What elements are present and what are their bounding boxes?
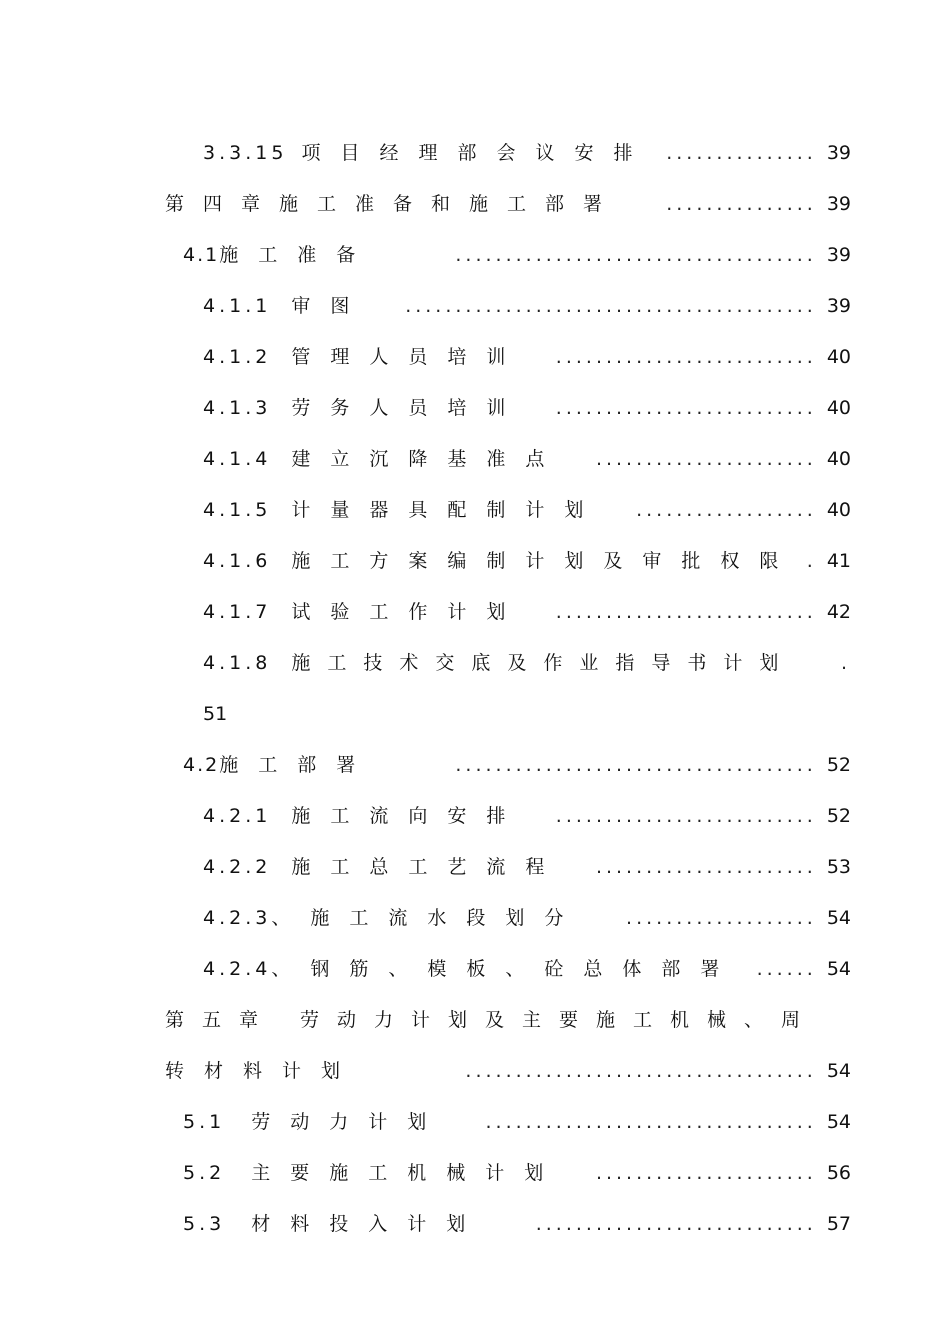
toc-entry-page: 40: [826, 346, 851, 368]
toc-entry-page: 57: [826, 1213, 851, 1235]
toc-entry-leader: ..........................: [555, 805, 817, 827]
toc-entry-title: 施工总工艺流程: [291, 856, 565, 878]
toc-entry-leader: ...................................: [465, 1060, 817, 1082]
toc-entry[interactable]: [203, 597, 851, 627]
toc-entry-page: 56: [826, 1162, 851, 1184]
toc-entry-number: 4.1.6: [203, 550, 272, 572]
toc-entry[interactable]: [203, 903, 851, 933]
toc-entry-page: 39: [826, 193, 851, 215]
toc-entry-title: 施工技术交底及作业指导书计划: [291, 652, 796, 674]
toc-entry-leader: ............................: [535, 1213, 817, 1235]
toc-entry-number: 5.1: [183, 1111, 226, 1133]
toc-entry-number: 4.2.4、: [203, 958, 295, 980]
toc-entry-page: 40: [826, 397, 851, 419]
toc-entry-title: 钢筋、模板、砼总体部署: [310, 958, 740, 980]
toc-entry[interactable]: [203, 342, 851, 372]
toc-entry-leader: .: [840, 652, 851, 674]
toc-entry-number: 4.1.4: [203, 448, 272, 470]
toc-entry-number: 4.1: [183, 244, 220, 266]
toc-entry-title: 劳动力计划: [251, 1111, 447, 1133]
toc-entry-leader: ..........................: [555, 346, 817, 368]
toc-entry-number: 4.1.8: [203, 652, 272, 674]
toc-entry-title: 主要施工机械计划: [251, 1162, 564, 1184]
toc-entry-title: 转材料计划: [165, 1060, 361, 1082]
toc-entry-page: 52: [826, 754, 851, 776]
toc-entry-title: 管理人员培训: [291, 346, 526, 368]
toc-entry-title: 施工方案编制计划及审批权限: [291, 550, 799, 572]
toc-entry[interactable]: [165, 189, 851, 219]
toc-entry-leader: ......................: [595, 1162, 817, 1184]
toc-entry[interactable]: [183, 240, 851, 270]
toc-entry-leader: .................................: [485, 1111, 817, 1133]
toc-entry[interactable]: [165, 1005, 851, 1035]
toc-entry-page: 54: [826, 907, 851, 929]
toc-entry-leader: ......................: [595, 856, 817, 878]
toc-entry[interactable]: [203, 495, 851, 525]
toc-entry[interactable]: [183, 1209, 851, 1239]
toc-entry-number: 4.2.1: [203, 805, 272, 827]
toc-entry-number: 5.2: [183, 1162, 226, 1184]
toc-entry-number: 4.1.1: [203, 295, 272, 317]
toc-entry-leader: ...............: [666, 193, 817, 215]
toc-entry-title: 材料投入计划: [251, 1213, 486, 1235]
toc-entry-number: 4.1.3: [203, 397, 272, 419]
toc-entry-number: 4.2: [183, 754, 220, 776]
toc-entry-leader: ..........................: [555, 601, 817, 623]
toc-entry-page: 54: [826, 958, 851, 980]
toc-entry-page: 54: [826, 1060, 851, 1082]
toc-entry[interactable]: [183, 750, 851, 780]
toc-entry-number: 4.1.7: [203, 601, 272, 623]
toc-entry-leader: ...............: [666, 142, 817, 164]
toc-entry-title: 劳务人员培训: [291, 397, 526, 419]
toc-entry[interactable]: [165, 1056, 851, 1086]
toc-entry-page: 40: [826, 448, 851, 470]
toc-entry[interactable]: [203, 954, 851, 984]
toc-entry-page: 51: [203, 703, 228, 725]
toc-entry[interactable]: [183, 1158, 851, 1188]
toc-entry-title: 项目经理部会议安排: [301, 142, 653, 164]
toc-entry-page: 54: [826, 1111, 851, 1133]
toc-entry[interactable]: [203, 138, 851, 168]
toc-entry-page: 40: [826, 499, 851, 521]
toc-entry[interactable]: [203, 546, 851, 576]
toc-entry[interactable]: [203, 852, 851, 882]
toc-entry-number: 4.1.2: [203, 346, 272, 368]
toc-entry-page: 39: [826, 142, 851, 164]
toc-entry-number: 4.2.3、: [203, 907, 295, 929]
toc-entry-title: 施工流向安排: [291, 805, 526, 827]
toc-entry-page: 39: [826, 295, 851, 317]
toc-entry-title: 建立沉降基准点: [291, 448, 565, 470]
toc-entry-title: 施工流水段划分: [310, 907, 584, 929]
toc-entry-number: 4.1.5: [203, 499, 272, 521]
toc-entry[interactable]: [203, 801, 851, 831]
toc-entry-leader: .........................................: [405, 295, 817, 317]
toc-entry-page: 41: [826, 550, 851, 572]
toc-entry-leader: ....................................: [455, 244, 817, 266]
toc-entry-title: 审图: [291, 295, 370, 317]
toc-entry-leader: ..................: [636, 499, 817, 521]
toc-entry-title: 计量器具配制计划: [291, 499, 604, 521]
toc-entry[interactable]: [203, 291, 851, 321]
toc-entry-title: 第四章施工准备和施工部署: [165, 193, 622, 215]
toc-entry-leader: ....................................: [455, 754, 817, 776]
toc-entry-number: 3.3.15: [203, 142, 288, 164]
toc-entry-leader: ......................: [595, 448, 817, 470]
toc-entry-title: 施工部署: [219, 754, 376, 776]
toc-entry-number: 4.2.2: [203, 856, 272, 878]
toc-entry[interactable]: [203, 444, 851, 474]
toc-entry-page: 42: [826, 601, 851, 623]
toc-entry-page: 39: [826, 244, 851, 266]
toc-entry[interactable]: [203, 393, 851, 423]
toc-entry-page: 53: [826, 856, 851, 878]
toc-entry-leader: ......: [756, 958, 817, 980]
toc-entry-leader: ...................: [626, 907, 817, 929]
toc-entry[interactable]: [203, 648, 851, 678]
toc-entry-title: 施工准备: [219, 244, 376, 266]
toc-entry[interactable]: [183, 1107, 851, 1137]
toc-entry-title: 第五章 劳动力计划及主要施工机械、周: [165, 1009, 819, 1031]
toc-entry-page: 52: [826, 805, 851, 827]
toc-entry-number: 5.3: [183, 1213, 226, 1235]
toc-entry-leader: ..........................: [555, 397, 817, 419]
toc-entry-leader: .: [806, 550, 817, 572]
toc-entry-title: 试验工作计划: [291, 601, 526, 623]
